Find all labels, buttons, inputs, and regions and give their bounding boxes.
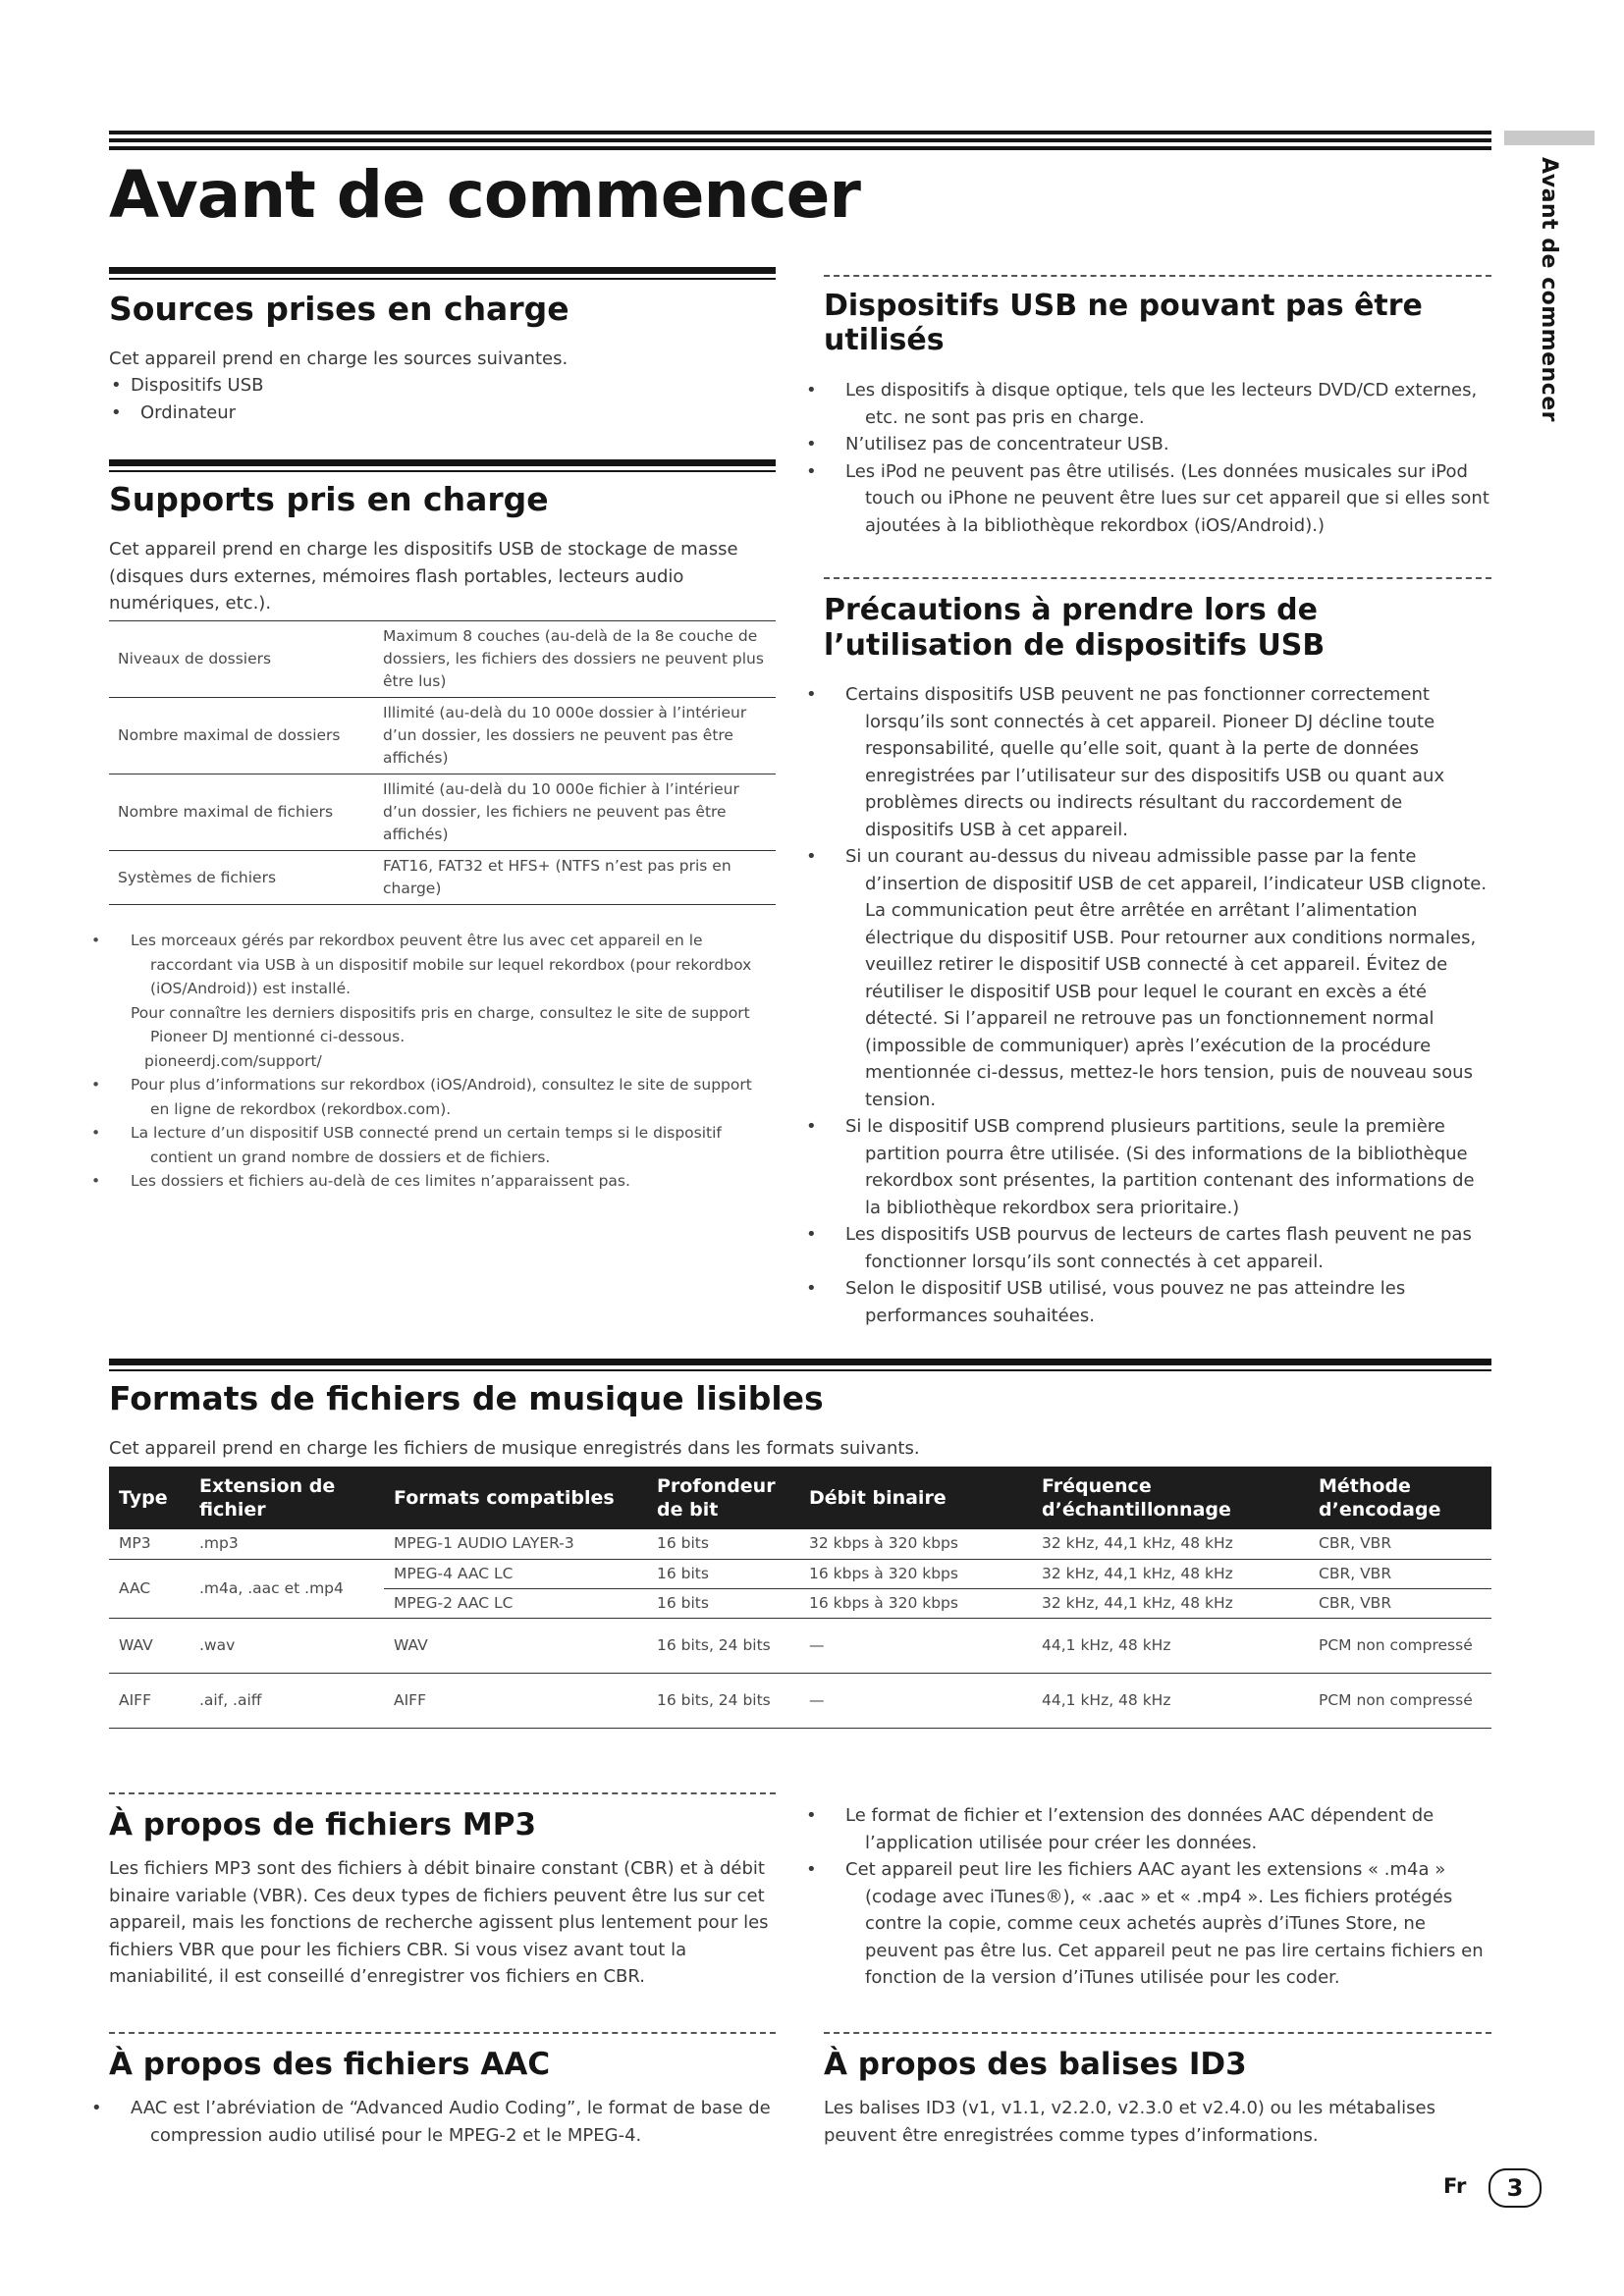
cell-ext: .aif, .aiff [199, 1690, 262, 1709]
footer-language: Fr [1443, 2174, 1467, 2198]
note-para: Pour connaître les derniers dispositifs pris en charge, consultez le site de support Pioneer DJ mentionné ci-dessous. [131, 1003, 750, 1045]
header-rate: Débit binaire [799, 1467, 1032, 1529]
table-row [109, 1673, 1491, 1728]
table-row [109, 698, 776, 774]
header-encoding: Méthode d’encodage [1309, 1467, 1491, 1529]
id3-text: Les balises ID3 (v1, v1.1, v2.2.0, v2.3.0 et v2.4.0) ou les métabalises peuvent être enregistrées comme types d’informations. [824, 2098, 1435, 2146]
cell-depth: 16 bits, 24 bits [657, 1635, 771, 1654]
cell-format: MPEG-1 AUDIO LAYER-3 [394, 1534, 574, 1553]
note-item: • Pour plus d’informations sur rekordbox (iOS/Android), consultez le site de support en ligne de rekordbox (rekordbox.com). [109, 1073, 776, 1121]
cell-enc: PCM non compressé [1319, 1635, 1473, 1654]
mp3-rule [109, 1792, 776, 1794]
list-item: • Dispositifs USB [109, 372, 776, 400]
cell-enc: PCM non compressé [1319, 1690, 1473, 1709]
id3-rule [824, 2032, 1491, 2034]
table-cell-label: Systèmes de fichiers [118, 868, 277, 886]
cell-type: AAC [109, 1559, 189, 1618]
header-rule-2 [109, 138, 1491, 142]
mp3-title: À propos de fichiers MP3 [109, 1807, 537, 1842]
usb-precautions-rule [824, 577, 1491, 579]
list-item: • Si le dispositif USB comprend plusieurs partitions, seule la première partition pourra être utilisée. (Si des informations de la bibliothèque rekordbox sont présentes, la partition contenant des informations de la bibliothèque rekordbox sera prioritaire.) [824, 1113, 1491, 1221]
side-tab-bar [1504, 131, 1595, 145]
page-title: Avant de commencer [109, 157, 860, 233]
usb-precautions-title: Précautions à prendre lors de l’utilisation de dispositifs USB [824, 593, 1326, 663]
cell-type: MP3 [119, 1534, 151, 1553]
list-item: • Les iPod ne peuvent pas être utilisés. (Les données musicales sur iPod touch ou iPhone ne peuvent être lues sur cet appareil que si elles sont ajoutées à la bibliothèque rekordbox (iOS/Android).) [824, 458, 1491, 540]
list-item: • Certains dispositifs USB peuvent ne pas fonctionner correctement lorsqu’ils sont connectés à cet appareil. Pioneer DJ décline toute responsabilité, quelle qu’elle soit, quant à la perte de données enregistrées par l’utilisateur sur des dispositifs USB ou quant aux problèmes directs ou indirects résultant du raccordement de dispositifs USB à cet appareil. [824, 681, 1491, 843]
cell-depth: 16 bits [657, 1534, 709, 1553]
sources-list [109, 372, 776, 426]
sources-rule [109, 267, 776, 274]
table-header-row [109, 1467, 1491, 1529]
list-item: • Les dispositifs USB pourvus de lecteurs de cartes flash peuvent ne pas fonctionner lorsqu’ils sont connectés à cet appareil. [824, 1221, 1491, 1275]
table-cell-label: Nombre maximal de fichiers [118, 803, 334, 821]
cell-enc: CBR, VBR [1319, 1534, 1392, 1553]
header-extension: Extension de fichier [189, 1467, 384, 1529]
usb-unusable-title: Dispositifs USB ne pouvant pas être utilisés [824, 289, 1423, 357]
usb-precautions-list [824, 681, 1491, 1329]
list-item: • Cet appareil peut lire les fichiers AAC ayant les extensions « .m4a » (codage avec iTunes®), « .aac » et « .mp4 ». Les fichiers protégés contre la copie, comme ceux achetés auprès d’iTunes Store, ne peuvent pas être lus. Cet appareil peut ne pas lire certains fichiers en fonction de la version d’iTunes utilisée pour les coder. [824, 1856, 1491, 1992]
cell-ext: .mp3 [199, 1534, 239, 1553]
aac-title: À propos des fichiers AAC [109, 2047, 551, 2082]
cell-rate: 32 kbps à 320 kbps [809, 1534, 958, 1553]
formats-intro: Cet appareil prend en charge les fichiers de musique enregistrés dans les formats suivants. [109, 1438, 920, 1459]
table-row [109, 1559, 1491, 1588]
cell-rate: 16 kbps à 320 kbps [809, 1564, 958, 1582]
cell-freq: 44,1 kHz, 48 kHz [1042, 1690, 1171, 1709]
table-cell-value: FAT16, FAT32 et HFS+ (NTFS n’est pas pris en charge) [383, 857, 731, 897]
table-cell-value: Maximum 8 couches (au-delà de la 8e couche de dossiers, les fichiers des dossiers ne peuvent plus être lus) [383, 627, 764, 690]
list-item: • Le format de fichier et l’extension des données AAC dépendent de l’application utilisée pour créer les données. [824, 1802, 1491, 1856]
supports-notes [109, 929, 776, 1194]
cell-depth: 16 bits, 24 bits [657, 1690, 771, 1709]
list-item: • Les dispositifs à disque optique, tels que les lecteurs DVD/CD externes, etc. ne sont pas pris en charge. [824, 377, 1491, 431]
list-item: • Ordinateur [109, 400, 776, 427]
list-item: • AAC est l’abréviation de “Advanced Audio Coding”, le format de base de compression audio utilisé pour le MPEG-2 et le MPEG-4. [109, 2095, 776, 2149]
note-item: • La lecture d’un dispositif USB connecté prend un certain temps si le dispositif contient un grand nombre de dossiers et de fichiers. [109, 1121, 776, 1169]
cell-format: MPEG-4 AAC LC [394, 1564, 514, 1582]
formats-title: Formats de fichiers de musique lisibles [109, 1379, 824, 1417]
table-cell-value: Illimité (au-delà du 10 000e fichier à l’intérieur d’un dossier, les fichiers ne peuvent pas être affichés) [383, 780, 739, 843]
aac-list [109, 2095, 776, 2149]
note-item: • Les morceaux gérés par rekordbox peuvent être lus avec cet appareil en le raccordant via USB à un dispositif mobile sur lequel rekordbox (pour rekordbox (iOS/Android)) est installé. [109, 929, 776, 1001]
table-cell-label: Nombre maximal de dossiers [118, 726, 341, 744]
sources-intro: Cet appareil prend en charge les sources suivantes. [109, 348, 568, 369]
cell-enc: CBR, VBR [1319, 1593, 1392, 1612]
cell-rate: — [809, 1690, 825, 1709]
cell-freq: 32 kHz, 44,1 kHz, 48 kHz [1042, 1564, 1233, 1582]
header-depth: Profondeur de bit [647, 1467, 799, 1529]
supports-intro: Cet appareil prend en charge les dispositifs USB de stockage de masse (disques durs externes, mémoires flash portables, lecteurs audio numériques, etc.). [109, 539, 738, 614]
sources-title: Sources prises en charge [109, 290, 569, 328]
cell-format: MPEG-2 AAC LC [394, 1593, 514, 1612]
supports-rule [109, 459, 776, 466]
table-cell-value: Illimité (au-delà du 10 000e dossier à l’intérieur d’un dossier, les dossiers ne peuvent pas être affichés) [383, 704, 747, 767]
cell-rate: 16 kbps à 320 kbps [809, 1593, 958, 1612]
table-cell-label: Niveaux de dossiers [118, 650, 272, 667]
usb-unusable-list [824, 377, 1491, 539]
aac-rule [109, 2032, 776, 2034]
header-rule-3 [109, 146, 1491, 150]
cell-depth: 16 bits [657, 1564, 709, 1582]
support-url[interactable]: pioneerdj.com/support/ [144, 1051, 322, 1070]
formats-rule [109, 1359, 1491, 1365]
table-row [109, 851, 776, 905]
cell-enc: CBR, VBR [1319, 1564, 1392, 1582]
header-frequency: Fréquence d’échantillonnage [1032, 1467, 1309, 1529]
list-item: • N’utilisez pas de concentrateur USB. [824, 431, 1491, 458]
cell-type: AIFF [119, 1690, 152, 1709]
id3-title: À propos des balises ID3 [824, 2047, 1247, 2082]
cell-freq: 32 kHz, 44,1 kHz, 48 kHz [1042, 1593, 1233, 1612]
usb-unusable-rule [824, 275, 1491, 277]
table-row [109, 774, 776, 851]
cell-ext: .m4a, .aac et .mp4 [189, 1559, 384, 1618]
cell-rate: — [809, 1635, 825, 1654]
cell-freq: 32 kHz, 44,1 kHz, 48 kHz [1042, 1534, 1233, 1553]
cell-freq: 44,1 kHz, 48 kHz [1042, 1635, 1171, 1654]
list-item: • Si un courant au-dessus du niveau admissible passe par la fente d’insertion de dispositif USB de cet appareil, l’indicateur USB clignote. La communication peut être arrêtée en arrêtant l’alimentation électrique du dispositif USB. Pour retourner aux conditions normales, veuillez retirer le dispositif USB connecté à cet appareil. Évitez de réutiliser le dispositif USB pour lequel le courant en excès a été détecté. Si l’appareil ne retrouve pas un fonctionnement normal (impossible de communiquer) après l’exécution de la procédure mentionnée ci-dessus, mettez-le hors tension, puis de nouveau sous tension. [824, 843, 1491, 1113]
aac-notes-list [824, 1802, 1491, 1992]
cell-ext: .wav [199, 1635, 236, 1654]
supports-title: Supports pris en charge [109, 480, 549, 518]
supports-table [109, 620, 776, 905]
cell-depth: 16 bits [657, 1593, 709, 1612]
header-type: Type [109, 1467, 189, 1529]
page-number: 3 [1489, 2168, 1542, 2208]
cell-format: WAV [394, 1635, 428, 1654]
table-row [109, 1529, 1491, 1559]
table-row [109, 621, 776, 698]
header-rule-1 [109, 131, 1491, 134]
list-item: • Selon le dispositif USB utilisé, vous pouvez ne pas atteindre les performances souhaitées. [824, 1275, 1491, 1329]
formats-table [109, 1467, 1491, 1729]
note-item: • Les dossiers et fichiers au-delà de ces limites n’apparaissent pas. [109, 1169, 776, 1194]
side-tab-label: Avant de commencer [1537, 157, 1561, 422]
mp3-text: Les fichiers MP3 sont des fichiers à débit binaire constant (CBR) et à débit binaire variable (VBR). Ces deux types de fichiers peuvent être lus sur cet appareil, mais les fonctions de recherche agissent plus lentement pour les fichiers VBR que pour les fichiers CBR. Si vous visez avant tout la maniabilité, il est conseillé d’enregistrer vos fichiers en CBR. [109, 1858, 769, 1987]
header-formats: Formats compatibles [384, 1467, 647, 1529]
cell-format: AIFF [394, 1690, 427, 1709]
cell-type: WAV [119, 1635, 153, 1654]
table-row [109, 1618, 1491, 1673]
